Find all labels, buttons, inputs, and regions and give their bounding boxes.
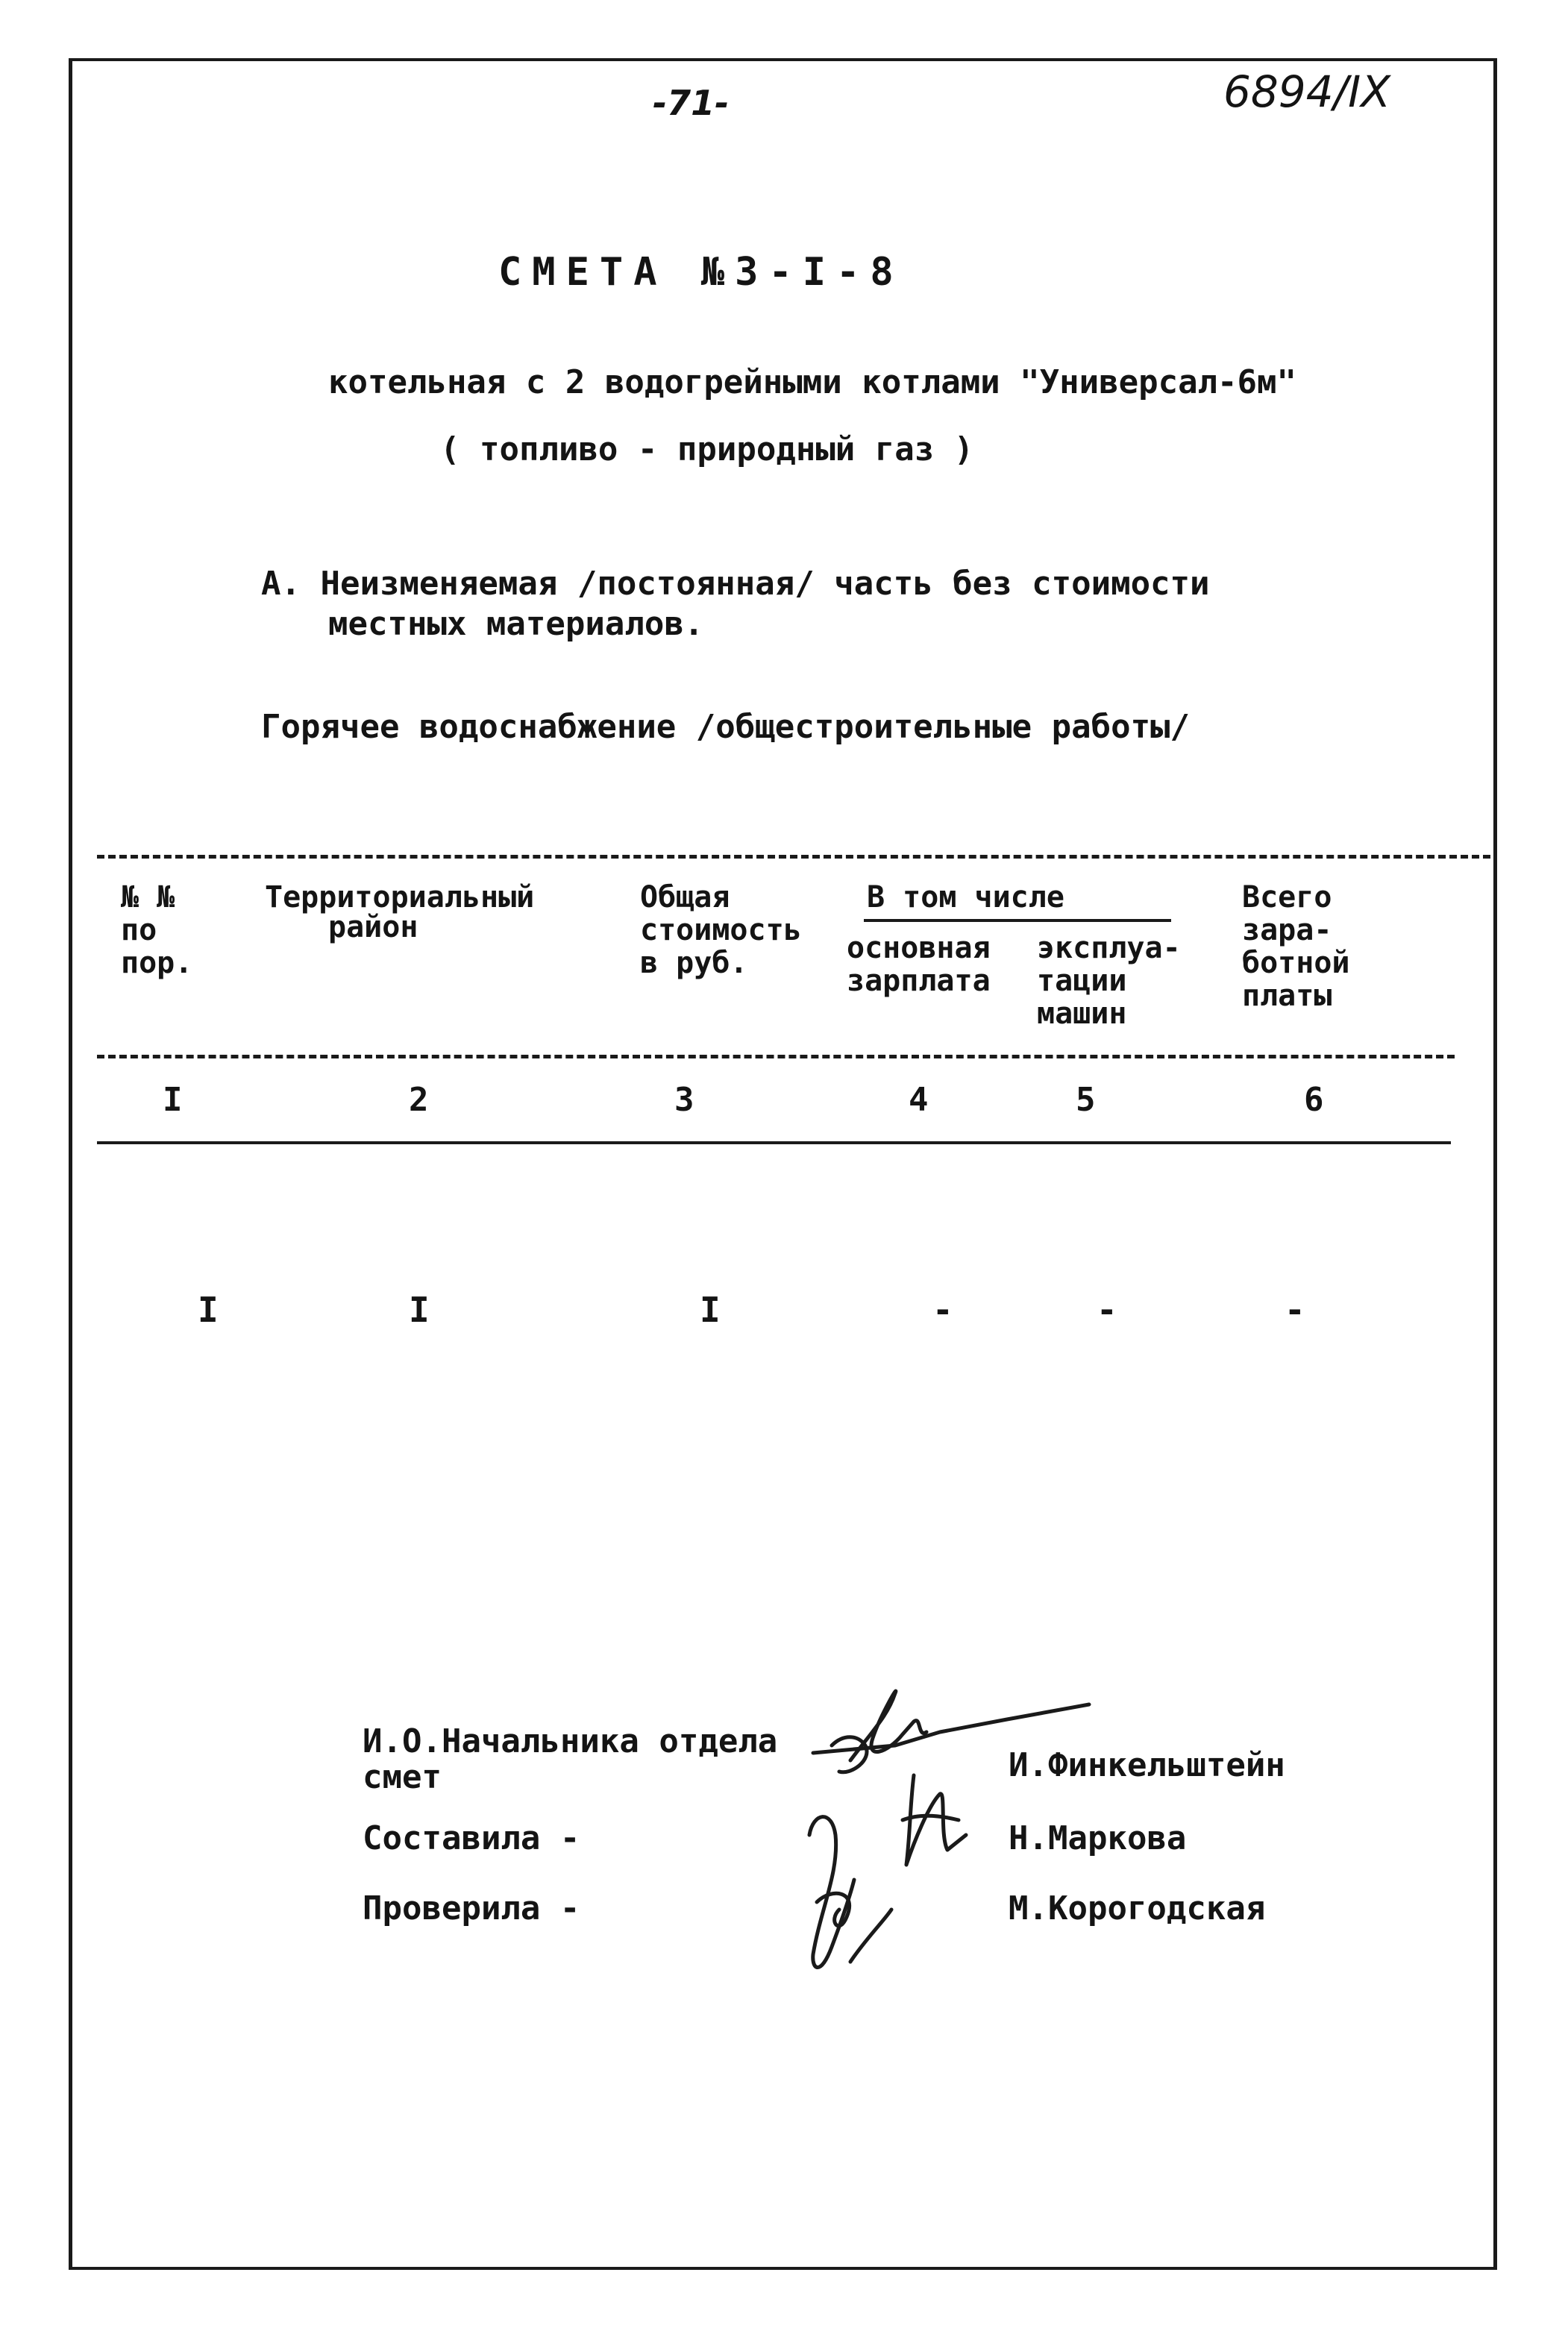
signature-name-2: Н.Маркова [1009, 1819, 1187, 1857]
table-numbers-rule [97, 1141, 1451, 1144]
table-cell: - [1285, 1290, 1305, 1330]
header-col1-line1: № № [121, 880, 175, 915]
column-number-4: 4 [909, 1081, 929, 1119]
header-col6-line1: Всего [1242, 880, 1332, 915]
table-header-rule [97, 1055, 1455, 1058]
archive-number: 6894/IX [1223, 66, 1390, 117]
table-cell: I [409, 1290, 430, 1330]
table-cell: - [932, 1290, 953, 1330]
page-number: -71- [653, 83, 730, 123]
header-group: В том числе [867, 880, 1064, 915]
signature-role-3: Проверила - [363, 1889, 580, 1927]
table-top-rule [97, 855, 1490, 859]
column-number-6: 6 [1304, 1081, 1324, 1119]
document-subtitle-line2: ( топливо - природный газ ) [440, 430, 974, 468]
table-cell: - [1097, 1290, 1117, 1330]
header-group-underline [864, 919, 1171, 922]
header-col4-line1: основная [847, 931, 991, 965]
header-col6-line4: платы [1242, 979, 1332, 1013]
document-title: СМЕТА №3-I-8 [498, 250, 904, 295]
column-number-2: 2 [409, 1081, 429, 1119]
signature-role-2: Составила - [363, 1819, 580, 1857]
section-a-line2: местных материалов. [328, 605, 704, 643]
header-col5-line1: эксплуа- [1037, 931, 1181, 965]
header-col4-line2: зарплата [847, 964, 991, 998]
header-col6-line3: ботной [1242, 946, 1350, 980]
header-col3-line3: в руб. [640, 946, 748, 980]
column-number-5: 5 [1076, 1081, 1096, 1119]
header-col1-line3: пор. [121, 946, 193, 980]
column-number-1: I [163, 1081, 183, 1119]
header-col3-line2: стоимость [640, 913, 802, 947]
header-col2-line1: Территориальный [265, 880, 535, 915]
section-heading: Горячее водоснабжение /общестроительные работы/ [261, 708, 1191, 746]
header-col5-line3: машин [1037, 997, 1127, 1031]
document-subtitle-line1: котельная с 2 водогрейными котлами "Универсал-6м" [328, 363, 1297, 401]
header-col3-line1: Общая [640, 880, 730, 915]
column-number-3: 3 [674, 1081, 694, 1119]
header-col1-line2: по [121, 913, 157, 947]
signature-role-1-line1: И.О.Начальника отдела [363, 1722, 778, 1760]
header-col2-line2: район [328, 910, 418, 944]
signature-name-1: И.Финкельштейн [1009, 1746, 1285, 1784]
table-cell: I [700, 1290, 721, 1330]
section-a-line1: А. Неизменяемая /постоянная/ часть без стоимости [261, 565, 1210, 603]
signature-role-1-line2: смет [363, 1758, 442, 1796]
header-col5-line2: тации [1037, 964, 1127, 998]
signature-name-3: М.Корогодская [1009, 1889, 1266, 1927]
handwritten-signatures [761, 1663, 1104, 2007]
table-cell: I [198, 1290, 219, 1330]
header-col6-line2: зара- [1242, 913, 1332, 947]
